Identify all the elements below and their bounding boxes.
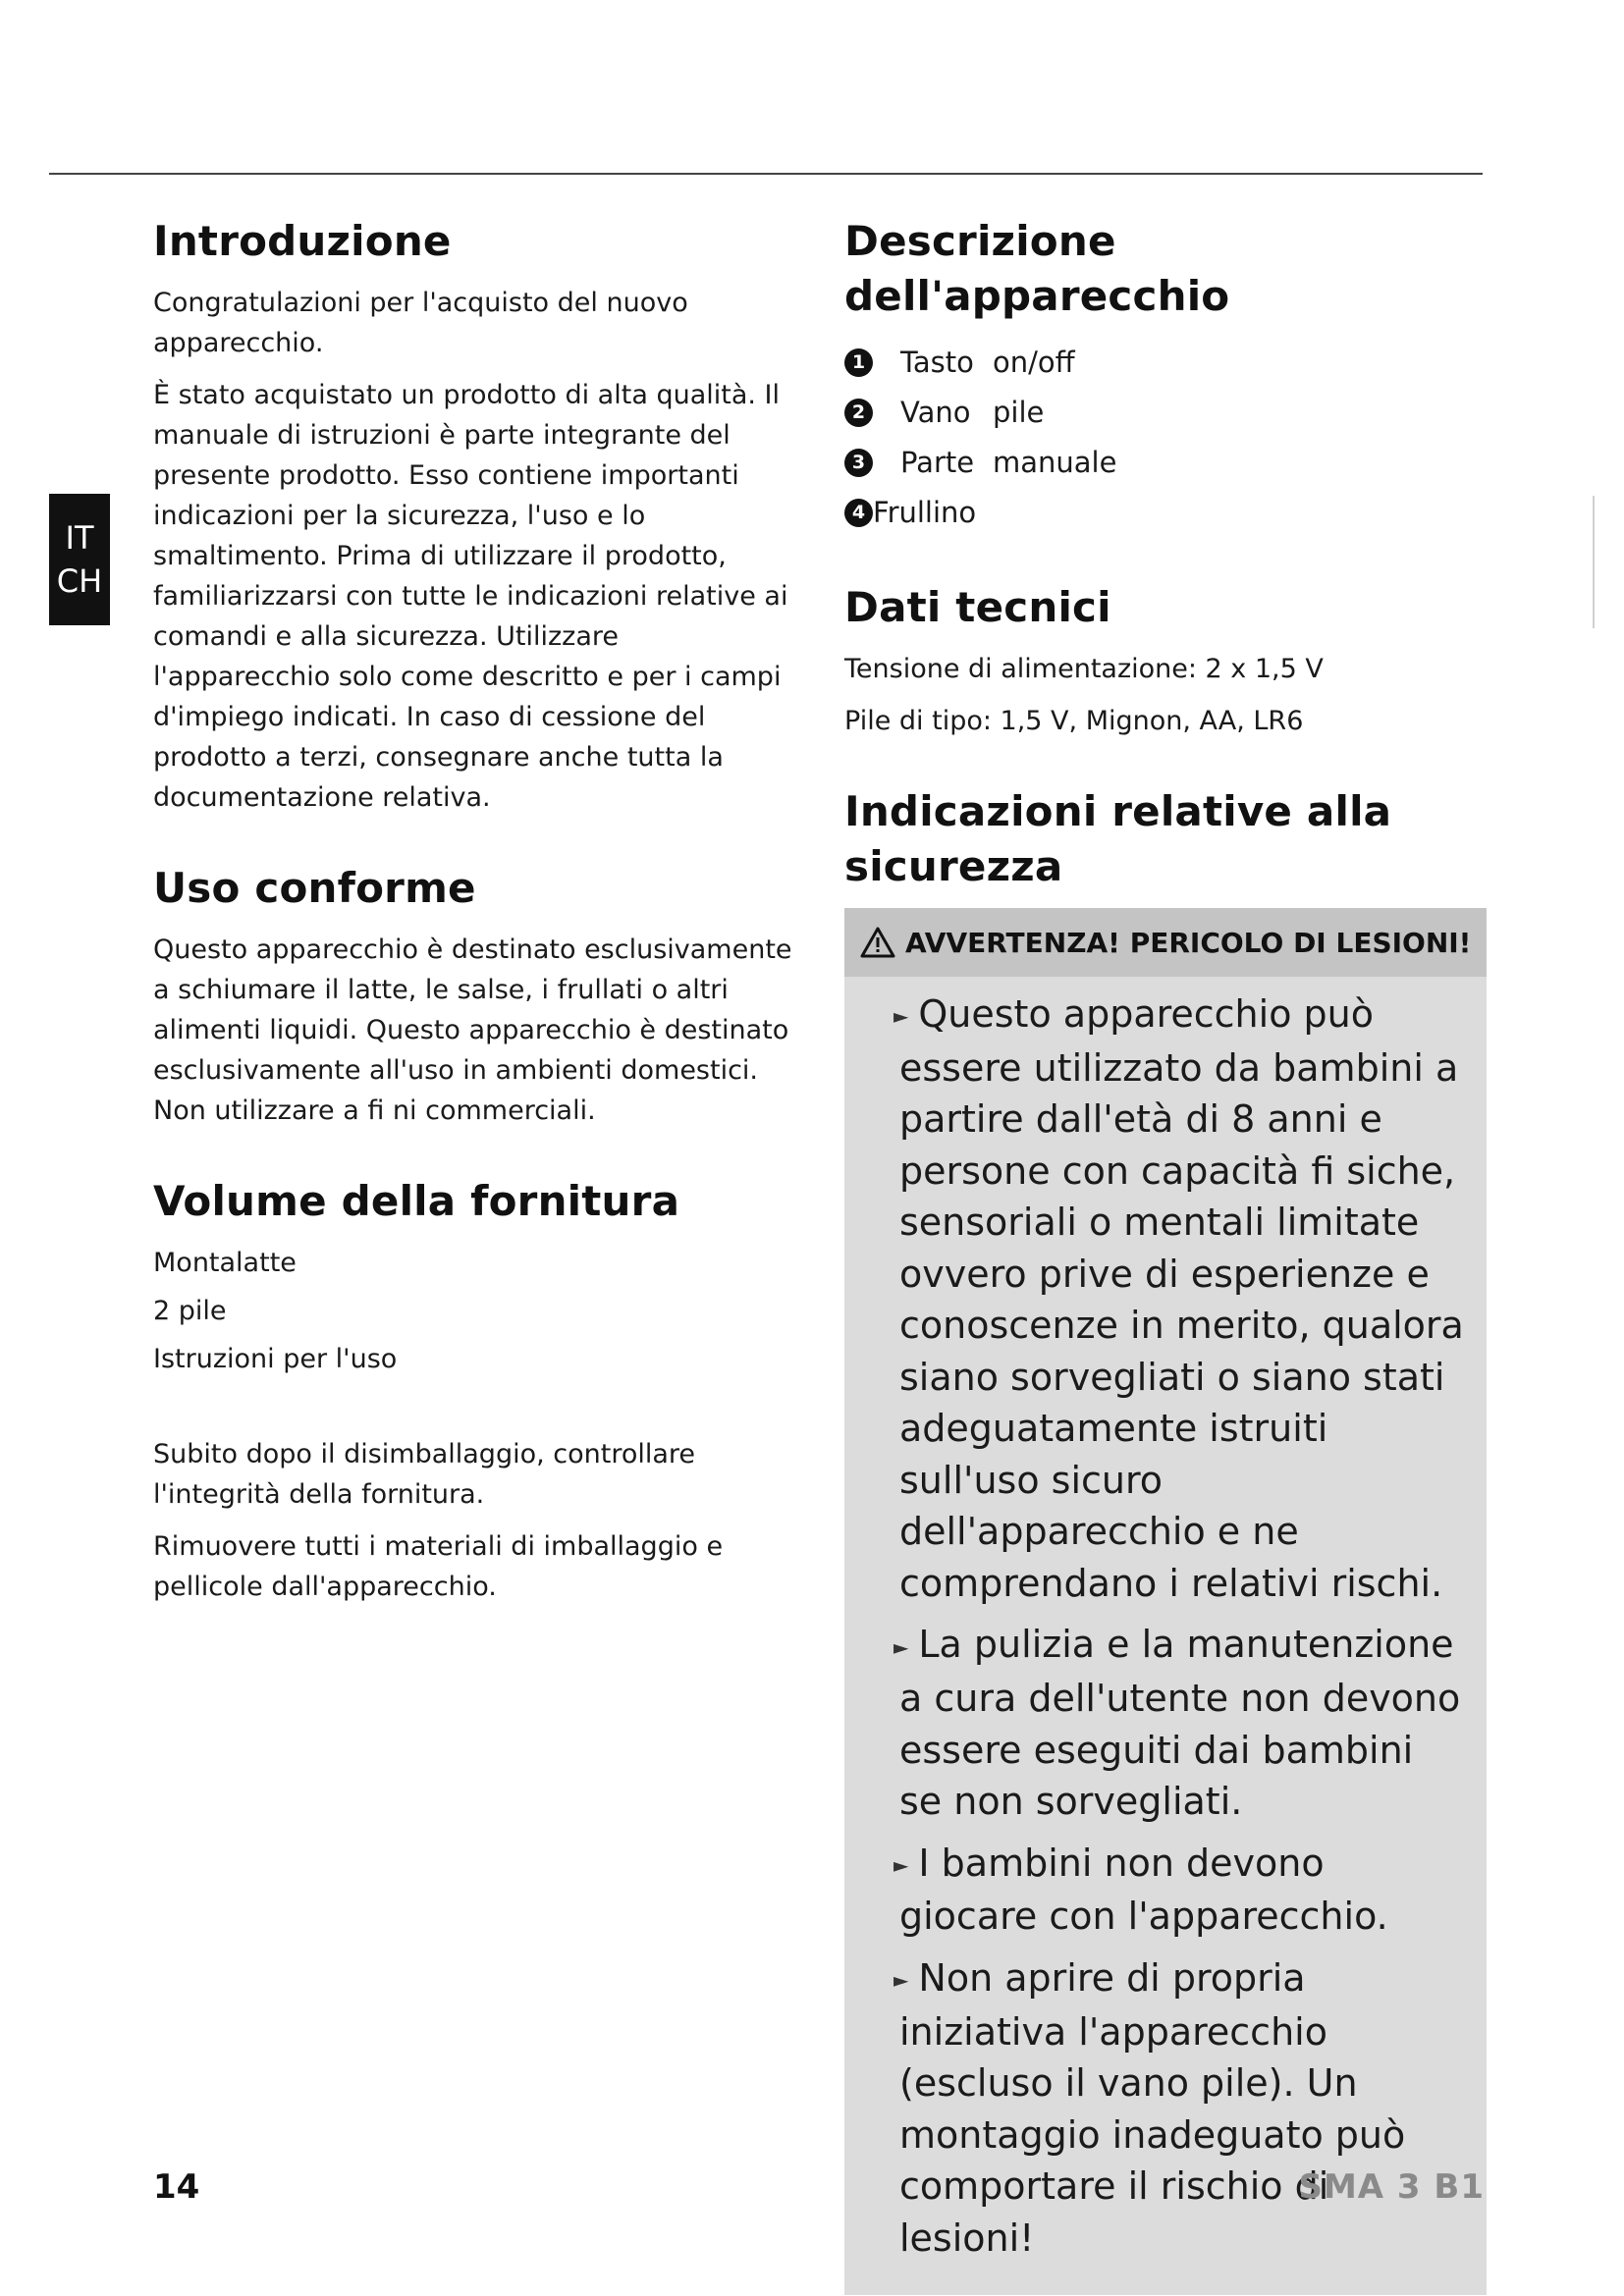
warning-item-text: I bambini non devono giocare con l'apparecchio. xyxy=(899,1841,1388,1939)
arrow-bullet-icon: ► xyxy=(893,1004,909,1029)
left-column xyxy=(153,214,801,1619)
language-tab xyxy=(49,494,110,625)
warning-header xyxy=(844,908,1487,977)
descr-item xyxy=(844,488,1492,537)
volume-heading: Volume della fornitura xyxy=(153,1177,680,1225)
warning-item xyxy=(893,1619,1467,1827)
descr-item xyxy=(844,438,1492,487)
intro-paragraph-2: È stato acquistato un prodotto di alta qualità. Il manuale di istruzioni è parte integrante del presente prodotto. Esso contiene importanti indicazioni per la sicurezza, l'uso e lo smaltimento. Prima di utilizzare il prodotto, familiarizzarsi con tutte le indicazioni relative ai comandi e alla sicurezza. Utilizzare l'apparecchio solo come descritto e per i campi d'impiego indicati. In caso di cessione del prodotto a terzi, consegnare anche tutta la documentazione relativa. xyxy=(153,380,788,813)
volume-paragraph-1: Subito dopo il disimballaggio, controllare l'integrità della fornitura. xyxy=(153,1439,696,1510)
descr-item-label: Frullino xyxy=(873,496,977,529)
warning-item-text: Non aprire di propria iniziativa l'apparecchio (escluso il vano pile). Un montaggio inadeguato può comportare il rischio di lesioni! xyxy=(899,1955,1406,2260)
arrow-bullet-icon: ► xyxy=(893,1852,909,1877)
direct-current-icon xyxy=(1329,661,1377,680)
language-code-ch: CH xyxy=(56,562,103,600)
warning-item-text: La pulizia e la manutenzione a cura dell'utente non devono essere eseguiti dai bambini se non sorvegliati. xyxy=(899,1623,1461,1823)
descr-item-label: Parte xyxy=(900,446,975,479)
warning-title: AVVERTENZA! PERICOLO DI LESIONI! xyxy=(905,926,1472,959)
dati-heading: Dati tecnici xyxy=(844,583,1111,631)
number-2-badge: 2 xyxy=(844,399,873,427)
volume-item: Montalatte xyxy=(153,1248,297,1278)
descr-heading: Descrizione dell'apparecchio xyxy=(844,217,1230,320)
right-column xyxy=(844,214,1492,2295)
warning-box xyxy=(844,908,1487,2295)
dati-tensione xyxy=(844,649,1492,689)
descr-item-label: pile xyxy=(993,396,1045,429)
descr-item xyxy=(844,338,1492,387)
intro-heading: Introduzione xyxy=(153,217,452,265)
warning-triangle-icon xyxy=(860,927,895,958)
intro-paragraph-1: Congratulazioni per l'acquisto del nuovo apparecchio. xyxy=(153,288,688,358)
uso-heading: Uso conforme xyxy=(153,864,476,912)
descr-item-label: manuale xyxy=(993,446,1117,479)
descr-item-label: Tasto xyxy=(900,346,974,379)
dati-pile: Pile di tipo: 1,5 V, Mignon, AA, LR6 xyxy=(844,706,1304,736)
sicurezza-heading: Indicazioni relative alla sicurezza xyxy=(844,787,1392,890)
warning-item xyxy=(893,1952,1467,2264)
warning-body xyxy=(844,977,1487,2264)
arrow-bullet-icon: ► xyxy=(893,1968,909,1992)
dati-tensione-text: Tensione di alimentazione: 2 x 1,5 V xyxy=(844,654,1324,684)
uso-paragraph: Questo apparecchio è destinato esclusivamente a schiumare il latte, le salse, i frullati o altri alimenti liquidi. Questo apparecchio è destinato esclusivamente all'uso in ambienti domestici. Non utilizzare a fi ni commerciali. xyxy=(153,934,792,1126)
number-4-badge: 4 xyxy=(844,499,873,527)
number-3-badge: 3 xyxy=(844,449,873,477)
page-number: 14 xyxy=(153,2167,200,2207)
warning-item xyxy=(893,988,1467,1609)
descr-item-label: Vano xyxy=(900,396,971,429)
volume-paragraph-2: Rimuovere tutti i materiali di imballaggio e pellicole dall'apparecchio. xyxy=(153,1531,724,1602)
descr-item xyxy=(844,388,1492,437)
warning-item xyxy=(893,1838,1467,1943)
warning-item-text: Questo apparecchio può essere utilizzato da bambini a partire dall'età di 8 anni e persone con capacità fi siche, sensoriali o mentali limitate ovvero prive di esperienze e conoscenze in merito, qualora siano sorvegliati o siano stati adeguatamente istruiti sull'uso sicuro dell'apparecchio e ne comprendano i relativi rischi. xyxy=(899,992,1464,1605)
model-name: SMA 3 B1 xyxy=(1298,2167,1485,2207)
arrow-bullet-icon: ► xyxy=(893,1634,909,1659)
number-1-badge: 1 xyxy=(844,348,873,377)
margin-mark xyxy=(1593,496,1595,628)
volume-item: 2 pile xyxy=(153,1296,227,1326)
descr-item-label: on/off xyxy=(993,346,1075,379)
top-rule xyxy=(49,173,1483,175)
volume-item: Istruzioni per l'uso xyxy=(153,1344,398,1374)
language-code-it: IT xyxy=(65,519,94,557)
